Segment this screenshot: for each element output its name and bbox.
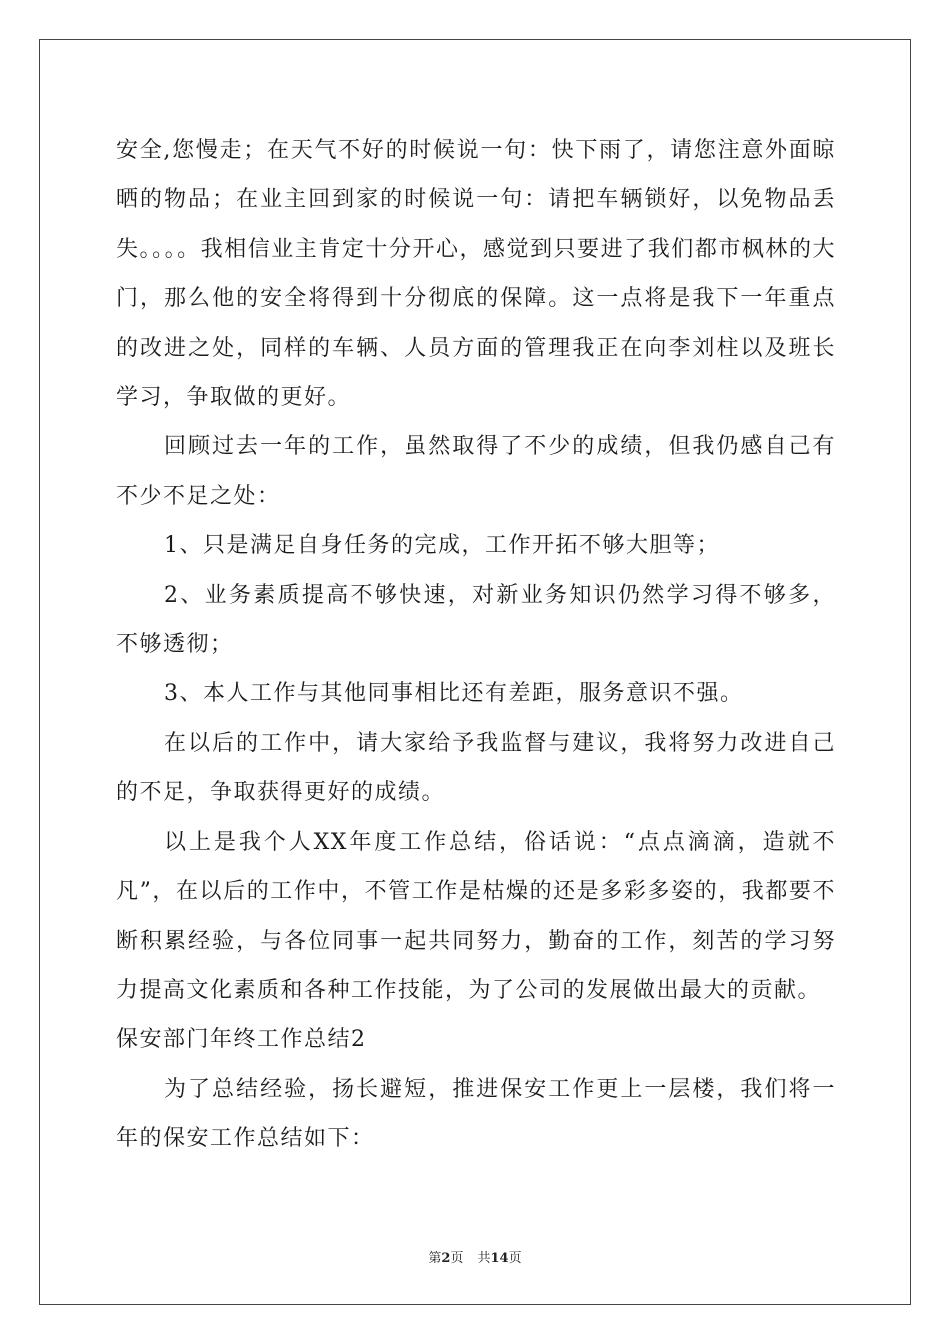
paragraph: 以上是我个人XX年度工作总结，俗话说：“点点滴滴，造就不凡”，在以后的工作中，不管工作是枯燥的还是多彩多姿的，我都要不断积累经验，与各位同事一起共同努力，勤奋的工作，刻苦的学习努力提高文化素质和各种工作技能，为了公司的发展做出最大的贡献。 [116, 829, 836, 1003]
paragraph: 为了总结经验，扬长避短，推进保安工作更上一层楼，我们将一年的保安工作总结如下： [116, 1076, 836, 1152]
paragraph: 安全,您慢走；在天气不好的时候说一句：快下雨了，请您注意外面晾晒的物品；在业主回到家的时候说一句：请把车辆锁好，以免物品丢失。。。。我相信业主肯定十分开心，感觉到只要进了我们都市枫林的大门，那么他的安全将得到十分彻底的保障。这一点将是我下一年重点的改进之处，同样的车辆、人员方面的管理我正在向李刘柱以及班长学习，争取做的更好。 [116, 138, 836, 411]
page-total: 14 [490, 1251, 509, 1266]
section-heading: 保安部门年终工作总结2 [116, 1027, 367, 1053]
total-suffix: 页 [508, 1251, 522, 1266]
paragraph: 回顾过去一年的工作，虽然取得了不少的成绩，但我仍感自己有不少不足之处： [116, 434, 836, 509]
page-footer [0, 1247, 950, 1266]
paragraph: 在以后的工作中，请大家给予我监督与建议，我将努力改进自己的不足，争取获得更好的成绩。 [116, 730, 836, 806]
document-body [116, 126, 836, 1164]
list-item: 3、本人工作与其他同事相比还有差距，服务意识不强。 [164, 681, 744, 707]
total-prefix: 共 [477, 1251, 491, 1266]
list-item: 2、业务素质提高不够快速，对新业务知识仍然学习得不够多，不够透彻； [116, 582, 836, 658]
page-number: 2 [441, 1251, 451, 1266]
page-suffix: 页 [450, 1251, 464, 1266]
list-item: 1、只是满足自身任务的完成，工作开拓不够大胆等； [164, 533, 720, 559]
page-prefix: 第 [428, 1251, 442, 1266]
